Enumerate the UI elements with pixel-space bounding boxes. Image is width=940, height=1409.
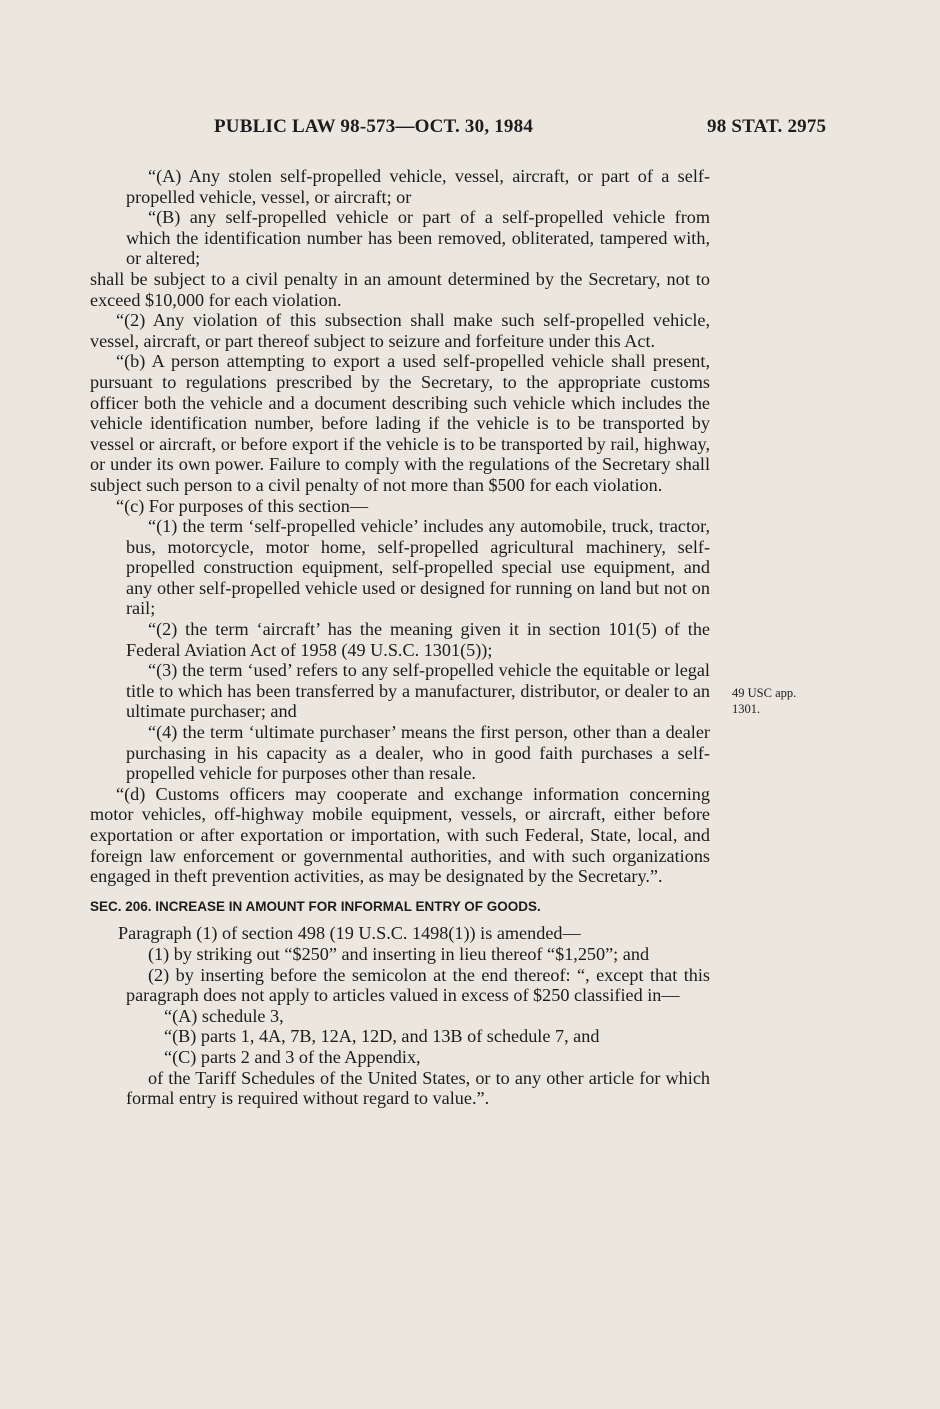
- definition-aircraft: “(2) the term ‘aircraft’ has the meaning given it in section 101(5) of the Federal Aviation Act of 1958 (49 U.S.C. 1301(5));: [126, 619, 710, 660]
- paragraph-b-altered-vin: “(B) any self-propelled vehicle or part of a self-propelled vehicle from which the identification number has been removed, obliterated, tampered with, or altered;: [126, 207, 710, 269]
- margin-note-line-2: 1301.: [732, 702, 761, 716]
- definition-ultimate-purchaser: “(4) the term ‘ultimate purchaser’ means the first person, other than a dealer purchasing in his capacity as a dealer, who in good faith purchases a self-propelled vehicle for purposes other than resale.: [126, 722, 710, 784]
- schedule-item-b: “(B) parts 1, 4A, 7B, 12A, 12D, and 13B of schedule 7, and: [164, 1026, 600, 1047]
- section-206-heading: SEC. 206. INCREASE IN AMOUNT FOR INFORMAL ENTRY OF GOODS.: [90, 898, 541, 914]
- amendment-item-1: (1) by striking out “$250” and inserting in lieu thereof “$1,250”; and: [148, 943, 650, 964]
- definition-self-propelled-vehicle: “(1) the term ‘self-propelled vehicle’ includes any automobile, truck, tractor, bus, motorcycle, motor home, self-propelled agricultural machinery, self-propelled construction equipment, self-propelled special use equipment, and any other self-propelled vehicle used or designed for running on land but not on rail;: [126, 516, 710, 619]
- margin-note-line-1: 49 USC app.: [732, 686, 797, 700]
- schedule-item-a: “(A) schedule 3,: [164, 1005, 284, 1026]
- document-body: [90, 166, 710, 1109]
- paragraph-c-definitions-intro: “(c) For purposes of this section—: [116, 495, 369, 516]
- schedule-item-c: “(C) parts 2 and 3 of the Appendix,: [164, 1046, 421, 1067]
- paragraph-amendment-intro: Paragraph (1) of section 498 (19 U.S.C. 1498(1)) is amended—: [118, 923, 581, 944]
- margin-citation-note: [732, 685, 796, 717]
- paragraph-civil-penalty: shall be subject to a civil penalty in an amount determined by the Secretary, not to exceed $10,000 for each violation.: [90, 268, 710, 310]
- paragraph-b-export-requirements: “(b) A person attempting to export a used self-propelled vehicle shall present, pursuant to regulations prescribed by the Secretary, to the appropriate customs officer both the vehicle and a document describing such vehicle which includes the vehicle identification number, before lading if the vehicle is to be transported by vessel or aircraft, or before export if the vehicle is to be transported by rail, highway, or under its own power. Failure to comply with the regulations of the Secretary shall subject such person to a civil penalty of not more than $500 for each violation.: [90, 351, 710, 495]
- definition-used: “(3) the term ‘used’ refers to any self-propelled vehicle the equitable or legal title to which has been transferred by a manufacturer, distributor, or dealer to an ultimate purchaser; and: [126, 660, 710, 722]
- running-header-page-citation: 98 STAT. 2975: [707, 116, 827, 137]
- running-header-title: PUBLIC LAW 98-573—OCT. 30, 1984: [214, 116, 534, 137]
- amendment-item-2: (2) by inserting before the semicolon at the end thereof: “, except that this paragraph does not apply to articles valued in excess of $250 classified in—: [126, 964, 710, 1006]
- paragraph-2-seizure: “(2) Any violation of this subsection shall make such self-propelled vehicle, vessel, aircraft, or part thereof subject to seizure and forfeiture under this Act.: [90, 310, 710, 351]
- paragraph-d-cooperation: “(d) Customs officers may cooperate and exchange information concerning motor vehicles, off-highway mobile equipment, vessels, or aircraft, either before exportation or after exportation or importation, with such Federal, State, local, and foreign law enforcement or governmental authorities, and with such organizations engaged in theft prevention activities, as may be designated by the Secretary.”.: [90, 783, 710, 887]
- paragraph-tariff-schedules: of the Tariff Schedules of the United States, or to any other article for which formal entry is required without regard to value.”.: [126, 1067, 710, 1109]
- paragraph-a-stolen-vehicles: “(A) Any stolen self-propelled vehicle, vessel, aircraft, or part of a self-propelled vehicle, vessel, or aircraft; or: [126, 166, 710, 207]
